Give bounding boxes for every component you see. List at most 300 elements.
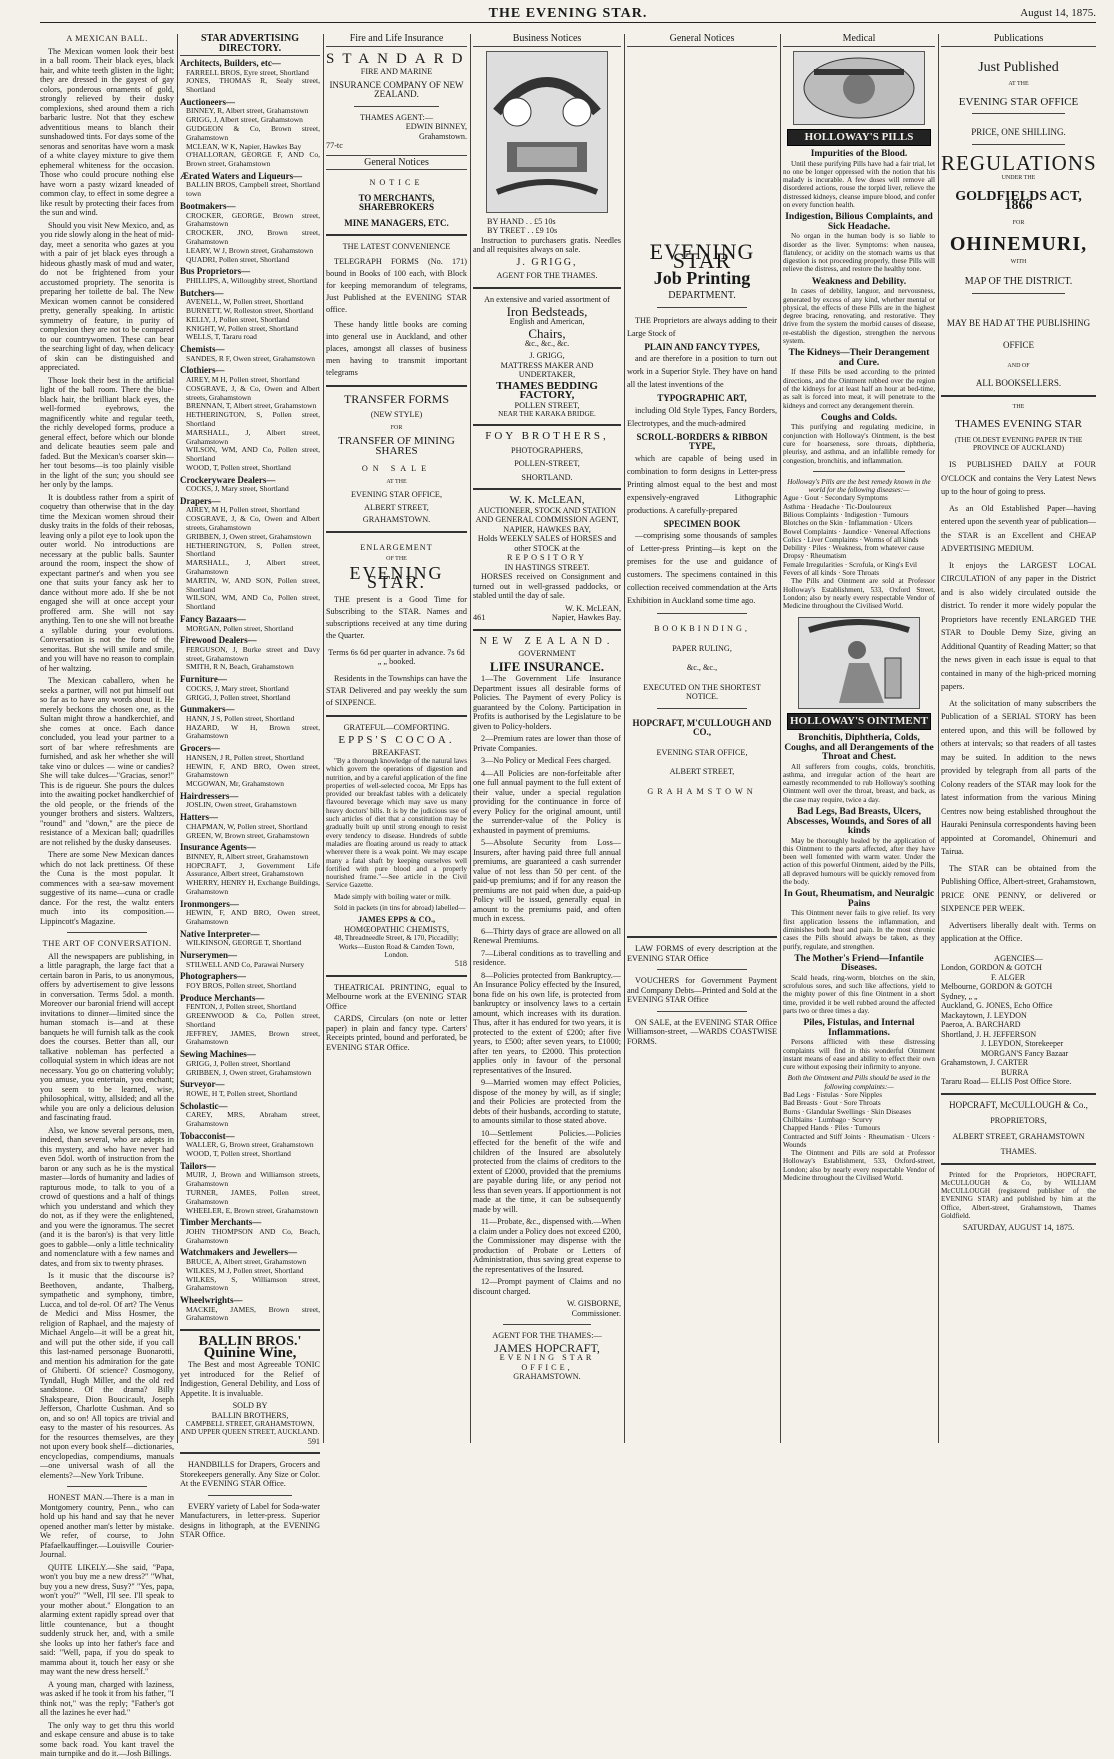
ad-paragraph: THE Proprietors are always adding to their Large Stock of — [627, 315, 777, 338]
agency-line: F. ALGER — [991, 972, 1026, 982]
divider — [627, 936, 777, 938]
divider — [180, 1452, 320, 1454]
ad-line: FIRE AND MARINE — [360, 67, 433, 76]
ad-line: JAMES HOPCRAFT, — [494, 1340, 600, 1355]
ad-paragraph: VOUCHERS for Government Payment and Company Debts—Printed and Sold at the EVENING STAR Office — [627, 976, 777, 1004]
ballin-addr: CAMPBELL STREET, GRAHAMSTOWN, AND UPPER QUEEN STREET, AUCKLAND. — [180, 1420, 320, 1437]
policy-paragraph: 5—Absolute Security from Loss—Insurers, after having paid three full annual premiums, are guaranteed a cash surrender value of not less than 50 per cent. of the paid-up premiums; and if for any reason the premiums are not paid when due, a paid-up Policy will be issued, generally equal in amount to the premiums paid, and often much in excess. — [473, 838, 621, 924]
agency-line: Tararu Road— ELLIS Post Office Store. — [941, 1077, 1072, 1087]
ad-line: Napier, Hawkes Bay. — [551, 613, 621, 623]
agency-line: J. LEYDON, Storekeeper — [981, 1039, 1064, 1049]
directory-category: Crockeryware Dealers— — [180, 474, 276, 485]
column-heading: Medical — [783, 34, 935, 47]
ad-line: HOMŒOPATHIC CHEMISTS, — [344, 924, 449, 934]
directory-entry: WILKES, M J, Pollen street, Shortland — [186, 1265, 304, 1275]
article-paragraph: Is it music that the discourse is? Beethoven, andante, Thalberg, sympathetic and symphony, timbre, Lucca, and tol de-rol. Of art? The Venus de Medici and Miss Hosmer, the religion of Raphael, and the majesty of Michael Angelo—it will be a great hit, and will put the other side, if you call this last-named personage Buonarotti, and mention his admiration for the gate of Ghiberti. Of science? Cosmogony, Tyndall, Hugh Miller, and the old red sandstone. Of the drama? Billy Shakspeare, Dion Boucicault, Joseph Jefferson, Charlotte Cushman. And so on, and so on! All topics are trivial and easy to the master of his resources. As for the resources themselves, are they not upon every book shelf—dictionaries, encyclopedias, compendiums, manuals—one universal wash of all the elements?—New York Tribune. — [40, 1271, 174, 1480]
directory-entry: COSGRAVE, J, & Co, Owen and Albert streets, Grahamstown — [186, 514, 320, 533]
directory-category: Hatters— — [180, 812, 218, 823]
pub-line: AT THE — [1008, 81, 1029, 87]
directory-entry: WALLER, G, Brown street, Grahamstown — [186, 1140, 314, 1150]
ad-line: IN HASTINGS STREET. — [504, 562, 590, 572]
policy-paragraph: 10—Settlement Policies.—Policies effected for the benefit of the wife and children of the Insured are absolutely protected from the claims of creditors to the extent of £2000, provided that the premiums are payable during life, or any period not less than seven years. If apportionment is not made at the time, it can be subsequently made by will. — [473, 1128, 621, 1214]
article-paragraph: Those look their best in the artificial light of the ball room. There the blue-black hair, the brilliant black eyes, the well-formed eyebrows, the magnificently white and regular teeth, the richly developed forms, produce a general effect, before which our blonde and delicate beauties seem pale and faded. But the Mexican's coarser skin—her tout besoms—is too plainly visible in the light of the sun; you should see her only by the lamps. — [40, 375, 174, 489]
directory-entry: BINNEY, R, Albert street, Grahamstown — [186, 851, 309, 861]
ad-paragraph: HORSES received on Consignment and turned out in well-grassed paddocks, or stabled until the day of sale. — [473, 572, 621, 601]
divider — [972, 113, 1065, 114]
directory-entry: TURNER, JAMES, Pollen street, Grahamstown — [186, 1187, 320, 1206]
article-paragraph: Should you visit New Mexico, and, as you ride slowly along in the heat of mid-day, meet a senorita who gazes at you with a pair of jet black eyes through a hideous ghastly mask of mud and water, do not be frightened from your accustomed propriety. The senorita is preparing her toilette de bal. The New Mexican women cannot be considered pretty, generally speaking. In artistic symmetry of feature, in purity of complexion they are not to be compared to our countrywomen. These can bear the searching light of day, when delicacy of skin can be distinguished and appreciated. — [40, 220, 174, 372]
proprietor-line: HOPCRAFT, McCULLOUGH & Co., — [949, 1099, 1088, 1110]
ad-line: PHOTOGRAPHERS, — [511, 445, 583, 455]
directory-category: Fancy Bazaars— — [180, 614, 246, 625]
agency-line: Mackaytown, J. LEYDON — [941, 1010, 1027, 1020]
med-paragraph: Scald heads, ring-worm, blotches on the skin, scrofulous sores, and such like affections, yield to the mighty power of this fine Ointment in a short time, provided it be well rubbed around the affected parts two or three times a day. — [783, 973, 935, 1015]
directory-category: Wheelwrights— — [180, 1295, 243, 1306]
divider — [941, 1093, 1096, 1095]
issue-date: SATURDAY, AUGUST 14, 1875. — [962, 1223, 1075, 1233]
ad-line: THAMES AGENT:— — [359, 112, 434, 122]
ohinemuri-title: OHINEMURI, — [949, 233, 1088, 255]
column-general — [627, 34, 777, 1445]
directory-category: Gunmakers— — [180, 704, 235, 715]
article-paragraph: The Mexican women look their best in a ball room. Their black eyes, black hair, and white teeth glisten in the light; they are dressed in the gayest of gay colors, ponderous ornaments of gold, strongly relieved by their dusky complexions, shed around them a rich barbaric lustre. Not that they eschew adventitious means to blanch their sunshadowed tints. For days some of the senoras and senoritas have worn a mask of a white clayey mixture to give them ephemeral whiteness for the occasion. Those who could procure nothing else have worn a pasty wizard kneaded of common clay, to effect in some degree a like result by protecting their faces from the sun and wind. — [40, 46, 174, 217]
ad-line: DEPARTMENT. — [668, 290, 736, 301]
epps-title: EPPS'S COCOA. — [338, 734, 455, 746]
medallion-icon — [794, 52, 924, 124]
divider — [326, 975, 467, 977]
med-heading: Coughs and Colds. — [820, 412, 898, 423]
directory-entry: JOSLIN, Owen street, Grahamstown — [186, 800, 297, 810]
policy-paragraph: 7—Liberal conditions as to travelling and residence. — [473, 948, 621, 968]
divider — [657, 1011, 747, 1012]
directory-category: Surveyor— — [180, 1079, 225, 1090]
ad-line: AGENT FOR THE THAMES:— — [492, 1331, 602, 1341]
column-rule — [177, 34, 178, 1443]
directory-category: Clothiers— — [180, 365, 225, 376]
ad-line: ALBERT STREET, — [669, 767, 735, 776]
ad-line: PLAIN AND FANCY TYPES, — [644, 341, 760, 352]
agency-line: Melbourne, GORDON & GOTCH — [941, 982, 1053, 992]
agency-line: Paeroa, A. BARCHARD — [941, 1020, 1021, 1030]
agencies-heading: AGENCIES— — [994, 953, 1043, 963]
directory-category: Nurserymen— — [180, 950, 237, 961]
ad-line: TYPOGRAPHIC ART, — [657, 393, 747, 403]
med-heading: Impurities of the Blood. — [810, 149, 908, 159]
divider — [473, 424, 621, 426]
pub-line: WITH — [1010, 258, 1027, 265]
directory-entry: BURNETT, W, Rolleston street, Shortland — [186, 305, 314, 315]
directory-category: Scholastic— — [180, 1100, 228, 1111]
column-rule — [938, 34, 939, 1443]
directory-entry: SMITH, R N, Beach, Grahamstown — [186, 662, 294, 672]
evening-star-title: EVENING STAR. — [349, 562, 444, 592]
spacer — [627, 47, 777, 247]
policy-paragraph: 2—Premium rates are lower than those of Private Companies. — [473, 734, 621, 753]
directory-entry: JONES, THOMAS R, Sealy street, Shortland — [186, 76, 320, 95]
directory-entry: BRENNAN, T, Albert street, Grahamstown — [186, 401, 317, 411]
ad-paragraph: Made simply with boiling water or milk. — [334, 892, 451, 901]
policy-paragraph: 1—The Government Life Insurance Department issues all desirable forms of Policies. The Payment of every Policy is guaranteed by the Colony. Participation in Profits is authorised by the Legislature to be given to Policy-holders. — [473, 674, 621, 731]
policy-paragraph: 6—Thirty days of grace are allowed on all Renewal Premiums. — [473, 926, 621, 946]
directory-entry: PHILLIPS, A, Willoughby street, Shortland — [186, 275, 318, 285]
policy-paragraph: 4—All Policies are non-forfeitable after one full annual payment to the full extent of their value, under a special regulation providing for the continuance in force of every Policy for the original amount, until the surrender-value of the Policy is exhausted in payment of premiums. — [473, 768, 621, 835]
pub-line: GOLDFIELDS ACT, 1866 — [955, 188, 1082, 213]
column-rule — [624, 34, 625, 1443]
ad-line: EVENING STAR OFFICE, — [499, 1353, 595, 1372]
ad-paragraph: THE present is a Good Time for Subscribing to the STAR. Names and subscriptions received at any time during the Quarter. — [326, 594, 467, 640]
ad-line: NEAR THE KARAKA BRIDGE. — [498, 410, 596, 418]
directory-entry: FARRELL BROS, Eyre street, Shortland — [186, 67, 309, 77]
ad-paragraph: —comprising some thousands of samples of Letter-press Printing—is kept on the premises for the use and guidance of customers. The specimens contained in this collection received commendation at the Arts Exhibition in Auckland some time ago. — [627, 531, 777, 605]
med-paragraph: Until these purifying Pills have had a fair trial, let no one be longer oppressed with the notion that his malady is incurable. A few doses will remove all disordered actions, rouse the torpid liver, relieve the distressed kidneys, cleanse impure blood, and confer on every function health. — [783, 159, 935, 209]
med-paragraph: In cases of debility, languor, and nervousness, generated by excess of any kind, whether mental or physical, the effects of these Pills are in the highest degree bracing, renovating, and restorative. They drive from the system the morbid causes of disease, re-establish the digestion, strengthen the nervous system. — [783, 287, 935, 346]
med-heading: The Kidneys—Their Derangement and Cure. — [788, 348, 930, 368]
ad-line: &c., &c., &c. — [524, 338, 570, 348]
directory-entry: WILKINSON, GEORGE T, Shortland — [186, 938, 302, 948]
directory-entry: MCGOWAN, Mr, Grahamstown — [186, 779, 285, 789]
agency-line: MORGAN'S Fancy Bazaar — [981, 1048, 1069, 1058]
med-list-row: Ague · Gout · Secondary Symptoms — [783, 494, 888, 503]
directory-category: Bootmakers— — [180, 201, 236, 212]
ad-line: W. GISBORNE, — [566, 1299, 621, 1309]
job-printing-title: Job Printing — [653, 267, 751, 288]
column-directory — [180, 33, 320, 1540]
ad-number: 77-tc — [326, 141, 343, 150]
article-paragraph: The only way to get thru this world and eskape censure and abuse is to take some back road. You kant travel the main turnpike and do it.—Josh Billings. — [40, 1720, 174, 1758]
holloway-emblem-icon — [793, 51, 925, 125]
ad-footer — [473, 613, 621, 623]
ballin-head: BALLIN BROS.' — [198, 1334, 302, 1350]
divider — [941, 395, 1096, 397]
ad-line: INSURANCE COMPANY OF NEW ZEALAND. — [329, 79, 464, 99]
ad-line: OF THE — [386, 556, 407, 562]
ad-paragraph: ON SALE, at the EVENING STAR Office Williamson-street, —WARDS COASTWISE FORMS. — [627, 1017, 777, 1046]
ballin-body: The Best and most Agreeable TONIC yet introduced for the Relief of Indigestion, General Debility, and Loss of Appetite. It is invaluable. — [180, 1360, 320, 1398]
directory-entry: COCKS, J, Mary street, Shortland — [186, 683, 289, 693]
ad-line: ALBERT STREET, — [364, 502, 429, 512]
sewing-machine-engraving-icon — [486, 51, 608, 213]
ad-line: TO MERCHANTS, SHAREBROKERS — [358, 192, 435, 212]
ad-line: THE LATEST CONVENIENCE — [342, 242, 451, 251]
ad-paragraph: LAW FORMS of every description at the EVENING STAR Office — [627, 944, 777, 963]
med-paragraph: May be thoroughly healed by the application of this Ointment to the parts affected, after they have been well fomented with warm water. Under the action of this powerful Ointment, aided by the Pills, all depraved humours will be quickly removed from the body. — [783, 836, 935, 887]
directory-category: Butchers— — [180, 287, 224, 298]
ad-paragraph: Residents in the Townships can have the STAR Delivered and pay weekly the sum of SIXPENCE. — [326, 673, 467, 707]
ad-line: FOR — [390, 424, 403, 431]
med-list-row: Colics · Liver Complaints · Worms of all kinds — [783, 535, 919, 544]
proprietor-line: PROPRIETORS, — [990, 1116, 1047, 1126]
divider — [473, 629, 621, 631]
directory-entry: MUIR, J, Brown and Williamson streets, Grahamstown — [186, 1170, 320, 1189]
agency-line: BURRA — [1001, 1067, 1029, 1077]
directory-entry: MARSHALL, J, Albert street, Grahamstown — [186, 558, 320, 577]
directory-entry: HAZARD, W H, Brown street, Grahamstown — [186, 722, 320, 741]
agency-line: London, GORDON & GOTCH — [941, 963, 1042, 973]
directory-entry: AIREY, M H, Pollen street, Shortland — [186, 505, 300, 515]
directory-entry: CAREY, MRS, Abraham street, Grahamstown — [186, 1110, 320, 1128]
directory-category: Produce Merchants— — [180, 992, 265, 1003]
ad-line: GRATEFUL—COMFORTING. — [343, 722, 450, 732]
ad-line: (NEW STYLE) — [370, 410, 423, 419]
ad-line: THAMES BEDDING FACTORY, — [496, 379, 598, 401]
ad-line: ON SALE — [361, 464, 432, 473]
med-paragraph: All sufferers from coughs, colds, bronchitis, asthma, and irregular action of the heart are earnestly recommended to rub Holloway's soothing Ointment well over the throat, breast, and back, as the case may require, twice a day. — [783, 762, 935, 804]
ballin-sub: Quinine Wine, — [203, 1344, 297, 1361]
article-paragraph: Also, we know several persons, men, indeed, than several, who are adepts in this mystery, and who have never had even 5dol. worth of instruction from the baron or any such as he is the mystical master—lords of humanity and ladies of rapturous mode, to talk to you of a crowd of questions and a half of things which you understand and which they do not, as if they were the enlightened, and you were the ignoramus. The secret (and it is the baron's) is that very little goes to gabble—only a little technicality and nomenclature with a few names and dates, and from six to twenty phrases. — [40, 1125, 174, 1268]
article-paragraph: The Mexican caballero, when he seeks a partner, will not put himself out so far as to have any words about it. He merely beckons the chosen one, as the Sultan might throw a handkerchief, and she comes at once. Each dance concluded, you lead your partner to a sort of bar where refreshments are furnished, and ask her whether she will take vino or dulces — wine or candies? She will take dulces—"Gracias, senor!" This is de rigueur. She pours the dulces into the awaiting pocket handkerchief of the old people, or the friends of the younger brothers and sisters. Waltzers, "round" and "down," are the piece de resistance of a Mexican ball; quadrilles are not relished by the dusky danseuses. — [40, 676, 174, 847]
med-list-row: Blotches on the Skin · Inflammation · Ulcers — [783, 519, 913, 528]
med-heading: Bronchitis, Diphtheria, Colds, Coughs, and all Derangements of the Throat and Chest. — [784, 733, 934, 763]
directory-entry: MARTIN, W, AND SON, Pollen street, Shortland — [186, 575, 320, 594]
directory-entry: MORGAN, Pollen street, Shortland — [186, 623, 294, 633]
ad-paragraph: including Old Style Types, Fancy Borders, Electrotypes, and the much-admired — [627, 405, 777, 428]
ad-line: NAPIER, HAWKES BAY, — [503, 524, 591, 534]
ad-line: SHORTLAND. — [521, 472, 573, 482]
divider — [473, 488, 621, 490]
ad-line: NEW ZEALAND. — [479, 635, 615, 647]
article-title-conversation: THE ART OF CONVERSATION. — [42, 938, 172, 948]
directory-category: Native Interpreter— — [180, 928, 260, 939]
med-heading: In Gout, Rheumatism, and Neuralgic Pains — [783, 889, 935, 909]
med-heading: Bad Legs, Bad Breasts, Ulcers, Abscesses, Wounds, and Sores of all kinds — [786, 807, 932, 837]
directory-category: Hairdressers— — [180, 790, 239, 801]
article-paragraph: HONEST MAN.—There is a man in Montgomery country, Penn., who can hold up his hand and say that he never opened another man's letter by mistake. We refer, of course, to John Pfafaelkauffinger.—Louisville Courier-Journal. — [40, 1493, 174, 1559]
directory-entry: GRIGG, J, Pollen street, Shortland — [186, 1058, 291, 1068]
directory-entry: HOPCRAFT, J, Government Life Assurance, Albert street, Grahamstown — [186, 860, 320, 879]
seated-figure-icon — [799, 618, 919, 708]
column-heading: Fire and Life Insurance — [326, 34, 467, 47]
ad-line: GRAHAMSTOWN — [647, 786, 757, 796]
ad-line: GRAHAMSTOWN. — [513, 1372, 581, 1382]
directory-entry: WILKES, S, Williamson street, Grahamstown — [186, 1274, 320, 1293]
divider — [503, 1324, 592, 1325]
med-list-row: Contracted and Stiff Joints · Rheumatism · Ulcers · Wounds — [783, 1132, 935, 1149]
ad-line: J. GRIGG, — [529, 351, 565, 360]
sewing-machine-icon — [487, 52, 607, 212]
masthead-date: August 14, 1875. — [1020, 7, 1096, 19]
divider — [473, 287, 621, 289]
ballin-by: BALLIN BROTHERS, — [211, 1410, 289, 1420]
column-rule — [323, 34, 324, 1443]
med-paragraph: The Ointment and Pills are sold at Professor Holloway's Establishment, 533, Oxford-street, London; also by nearly every respectable Vendor of Medicine throughout the Civilised World. — [783, 1149, 935, 1183]
ad-line: AUCTIONEER, STOCK AND STATION AND GENERAL COMMISSION AGENT, — [475, 505, 619, 525]
directory-list — [180, 59, 320, 1323]
article-paragraph: A young man, charged with laziness, was asked if he took it from his father, "I think not," was the reply; "Father's got all the lazines he ever had." — [40, 1679, 174, 1717]
divider — [67, 932, 147, 933]
directory-entry: WILSON, WM, AND Co, Pollen street, Shortland — [186, 593, 320, 612]
ad-number: 461 — [473, 613, 486, 623]
article-paragraph: There are some New Mexican dances which do not lack prettiness. Of these the Cuna is the most popular. It commences with a sea-saw movement suggestive of its name—cuna or cradle dance. For the rest, the waltz enters much into its composition.—Lippincott's Magazine. — [40, 850, 174, 926]
ad-line: AT THE — [386, 478, 407, 485]
med-list-row: Chapped Hands · Piles · Tumours — [783, 1124, 881, 1133]
article-paragraph: It is doubtless rather from a spirit of coquetry than otherwise that in the day time the Mexican women shroud their dusky traits in the folds of their rebosas, leaving only a pilot eye to look upon the outer world. No introductions are necessary at the public balls. Saunter around the room, inspect the show of expectant partner's and when you see one that suits your fancy ask her to dance without more ado. If she be not engaged she will at once accept your proffered arm. She will not say anything. Ten to one she will not breathe a syllable during your evolutions. Conversation is not the forte of the senoritas. But she will smile and smile, and you will have no reason to complain of her waltzing. — [40, 492, 174, 673]
directory-entry: KNIGHT, W, Pollen street, Shortland — [186, 323, 299, 333]
ad-line: AGENT FOR THE THAMES. — [496, 271, 598, 280]
med-list-title: Holloway's Pills are the best remedy known in the world for the following diseases:— — [787, 477, 931, 495]
directory-heading: STAR ADVERTISING DIRECTORY. — [180, 34, 320, 56]
pub-paragraph: The STAR can be obtained from the Publishing Office, Albert-street, Grahamstown, PRICE ONE PENNY, or delivered or SIXPENCE PER WEEK. — [941, 863, 1096, 914]
notice-title: NOTICE — [369, 178, 424, 187]
proprietor-line: THAMES. — [1000, 1147, 1037, 1157]
divider — [972, 144, 1065, 145]
directory-entry: GREEN, W, Brown street, Grahamstown — [186, 830, 310, 840]
pub-paragraph: IS PUBLISHED DAILY at FOUR O'CLOCK and contains the Very Latest News up to the hour of going to press. — [941, 460, 1096, 497]
hygeia-figure-icon — [798, 617, 920, 709]
med-paragraph: This purifying and regulating medicine, in conjunction with Holloway's Ointment, is the best cure for hoarseness, sore throats, diphtheria, pleurisy, and asthma, and an infallible remedy for congestion, bronchitis, and inflammation. — [783, 423, 935, 465]
agency-line: Auckland, G. JONES, Echo Office — [941, 1001, 1053, 1011]
directory-category: Bus Proprietors— — [180, 266, 251, 277]
ad-line: 48, Threadneedle Street, & 170, Piccadilly; Works—Euston Road & Camden Town, London. — [334, 934, 459, 959]
ad-line: BREAKFAST. — [372, 747, 421, 757]
divider — [354, 106, 439, 107]
divider — [941, 1163, 1096, 1165]
ad-line: W. K. McLEAN, — [509, 494, 585, 507]
ad-line: GOVERNMENT — [518, 649, 576, 659]
column-publications — [941, 34, 1096, 1445]
directory-category: Watchmakers and Jewellers— — [180, 1247, 297, 1258]
ad-line: EXECUTED ON THE SHORTEST NOTICE. — [643, 682, 761, 701]
divider — [326, 385, 467, 387]
med-list-title: Both the Ointment and Pills should be used in the following complaints:— — [787, 1074, 931, 1091]
directory-entry: HANN, J S, Pollen street, Shortland — [186, 713, 295, 723]
med-paragraph: Persons afflicted with these distressing complaints will find in this wonderful Ointment instant means of ease and ability to effect their own cure without exposing their infirmity to anyone. — [783, 1038, 935, 1072]
ad-line: EVENING STAR OFFICE, — [656, 747, 748, 757]
pub-line: MAP OF THE DISTRICT. — [964, 276, 1073, 287]
ad-paragraph: "By a thorough knowledge of the natural laws which govern the operations of digestion and nutrition, and by a careful application of the fine properties of well-selected cocoa, Mr Epps has provided our breakfast tables with a delicately flavoured beverage which may save us many heavy doctors' bills. It is by the judicious use of such articles of diet that a constitution may be gradually built up until strong enough to resist every tendency to disease. Hundreds of subtle maladies are floating around us ready to attack wherever there is a weak point. We may escape many a fatal shaft by keeping ourselves well fortified with pure blood and a properly nourished frame."—See article in the Civil Service Gazette. — [326, 757, 467, 890]
divider — [326, 531, 467, 533]
ad-line: BOOKBINDING, — [654, 624, 750, 633]
ad-line: &c., &c., — [686, 663, 718, 672]
directory-category: Grocers— — [180, 743, 220, 754]
directory-category: Tailors— — [180, 1160, 216, 1171]
pub-line: THE — [1012, 403, 1025, 410]
regulations-title: REGULATIONS — [941, 150, 1097, 175]
ad-number: 591 — [307, 1436, 320, 1446]
article-paragraph: All the newspapers are publishing, in a little paragraph, the large fact that a certain baron in Paris, to us anonymous, offers by advertisement to give lessons in conversation. Terms 5dol. a month. Moreover our baronial friend will accept invitations to dinner—limited since the human stomach is—and at these banquets he will furnish talk as the cook does the courses. Better than all, our talkative nobleman has perfected a colloquial system in which ideas are not necessary. You go on chattering volubly; you amuse, you entertain, you enchant; you seem to be learned, wise, philosophical, witty, allsided; and all the while you are only a delicious delusion and fascinating fraud. — [40, 951, 174, 1122]
price-line: BY HAND . . £5 10s — [487, 216, 556, 226]
column-business — [473, 34, 621, 1445]
directory-category: Ærated Waters and Liqueurs— — [180, 170, 303, 181]
med-paragraph: The Pills and Ointment are sold at Professor Holloway's Establishment, 533, Oxford Street, London; also by nearly every respectable Vendor of Medicine throughout the Civilised World. — [783, 577, 935, 611]
ad-paragraph: CARDS, Circulars (on note or letter paper) in plain and fancy type. Carters' Receipts printed, bound and perforated, be EVENING STAR Office. — [326, 1014, 467, 1052]
directory-category: Tobacconist— — [180, 1130, 235, 1141]
ad-line: Terms 6s 6d per quarter in advance. 7s 6d „ „ booked. — [328, 647, 465, 666]
pub-line: UNDER THE — [1001, 175, 1036, 181]
med-list-row: Bad Legs · Fistulas · Sore Nipples — [783, 1091, 883, 1100]
ad-line: TRANSFER OF MINING SHARES — [338, 435, 455, 457]
divider — [208, 1495, 292, 1496]
directory-entry: COSGRAVE, J, & Co, Owen and Albert streets, Grahamstown — [186, 383, 320, 402]
directory-entry: GRIGG, J, Pollen street, Shortland — [186, 692, 291, 702]
ad-line: EVENING STAR OFFICE, — [350, 490, 442, 499]
med-heading: Weakness and Debility. — [811, 276, 907, 287]
ad-line: FOY BROTHERS, — [485, 430, 609, 443]
directory-entry: WOOD, T, Pollen street, Shortland — [186, 1149, 291, 1159]
divider — [657, 969, 747, 970]
ad-line: HOPCRAFT, M'CULLOUGH AND CO., — [632, 717, 772, 737]
directory-category: Sewing Machines— — [180, 1049, 256, 1060]
directory-entry: JEFFREY, JAMES, Brown street, Grahamstown — [186, 1028, 320, 1047]
directory-category: Furniture— — [180, 674, 227, 685]
just-published-title: Just Published — [978, 59, 1059, 75]
directory-entry: MARSHALL, J, Albert street, Grahamstown — [186, 427, 320, 446]
article-title-mexican-ball: A MEXICAN BALL. — [66, 33, 148, 43]
directory-entry: JOHN THOMPSON AND Co, Beach, Grahamstown — [186, 1226, 320, 1245]
ad-line: SPECIMEN BOOK — [663, 518, 741, 529]
ad-line: English and American, — [509, 316, 585, 326]
ad-line: EDWIN BINNEY, — [405, 122, 467, 131]
proprietor-line: ALBERT STREET, GRAHAMSTOWN — [952, 1131, 1085, 1141]
med-paragraph: This Ointment never fails to give relief. Its very first application lessens the inflammation, and diminishes both heat and pain. In the most chronic cases the Pills should always be taken, as they purify, regulate, and strengthen. — [783, 909, 935, 951]
directory-entry: GRIGG, J, Albert street, Grahamstown — [186, 115, 303, 125]
directory-category: Architects, Builders, etc— — [180, 58, 281, 68]
directory-entry: WHERRY, HENRY H, Exchange Buildings, Grahamstown — [186, 878, 320, 896]
directory-entry: HETHERINGTON, S, Pollen street, Shortland — [186, 540, 320, 559]
directory-entry: COCKS, J, Mary street, Shortland — [186, 484, 289, 494]
article-paragraph: QUITE LIKELY.—She said, "Papa, won't you buy me a new dress?" "What, buy you a new dress, Susy?" "Yes, papa, won't you?" "Well, I'll see. I'll speak to your mother about." Elongation to an alarming extent rapidly spread over that little countenance, but a thought suddenly struck her, and, with a smile she looks up into her father's face and said: "Well, papa, if you do speak to mamma about it, touch her easy or she may want the new dress herself." — [40, 1562, 174, 1676]
ad-number: 518 — [454, 959, 467, 969]
divider — [326, 715, 467, 717]
med-list-row: Female Irregularities · Scrofula, or King's Evil — [783, 560, 918, 569]
ad-paragraph: which are capable of being used in combination to form designs in Letter-press Printing almost equal to the best and most expensively-engraved Lithographic productions. A carefully-prepared — [627, 453, 777, 515]
ad-line: POLLEN STREET, — [514, 400, 580, 410]
med-list-row: Fevers of all kinds · Sore Throats — [783, 569, 880, 578]
transfer-title: TRANSFER FORMS — [343, 391, 450, 406]
directory-entry: HETHERINGTON, S, Pollen street, Shortland — [186, 410, 320, 428]
evening-star-title: EVENING STAR — [649, 238, 755, 273]
imprint: Printed for the Proprietors, HOPCRAFT, McCULLOUGH & Co, by WILLIAM McCULLOUGH (registered publisher of the EVENING STAR) and published by him at the Office, Albert-street, Grahamstown, Thames Goldfield. — [941, 1170, 1096, 1221]
directory-category: Drapers— — [180, 495, 221, 506]
holloways-ointment-banner: HOLLOWAY'S OINTMENT — [787, 713, 931, 731]
med-list-row: Asthma · Headache · Tic-Douloureux — [783, 502, 892, 511]
column-rule — [780, 34, 781, 1443]
directory-entry: AIREY, M H, Pollen street, Shortland — [186, 374, 300, 384]
column-medical — [783, 34, 935, 1445]
divider — [657, 613, 747, 614]
directory-entry: MCLEAN, W K, Napier, Hawkes Bay — [186, 141, 302, 151]
directory-entry: STILWELL AND Co, Parawai Nursery — [186, 959, 305, 969]
directory-entry: FERGUSON, J, Burke street and Davy street, Grahamstown — [186, 644, 320, 663]
med-list-row: Bilious Complaints · Indigestion · Tumours — [783, 511, 909, 519]
med-paragraph: If these Pills be used according to the printed directions, and the Ointment rubbed over the region of the kidneys for at least half an hour at bed-time, as salt is forced into meat, it will penetrate to the kidneys and correct any derangement therein. — [783, 368, 935, 410]
divider — [326, 234, 467, 236]
pub-paragraph: As an Old Established Paper—having entered upon the seventh year of publication—the STAR is an Excellent and CHEAP ADVERTISING MEDIUM. — [941, 503, 1096, 554]
ad-paragraph: These handy little books are coming into general use in Auckland, and other places, amongst all classes of business men having to transmit important telegrams — [326, 319, 467, 377]
directory-category: Insurance Agents— — [180, 842, 256, 853]
directory-category: Firewood Dealers— — [180, 635, 257, 646]
directory-entry: BINNEY, R, Albert street, Grahamstown — [186, 106, 309, 116]
ad-line: Iron Bedsteads, — [506, 304, 588, 319]
agency-line: Grahamstown, J. CARTER — [941, 1058, 1029, 1068]
directory-category: Ironmongers— — [180, 898, 239, 909]
policy-paragraph: 8—Policies protected from Bankruptcy.—An Insurance Policy effected by the Insured, bona fide on his own life, is protected from bankruptcy or insolvency laws to a certain amount, which increases with its duration. Thus, after it has endured for two years, it is protected to the extent of £200; after five years, to £500; after seven years, to £1000; after ten years, to £2000. This protection applies only in favour of the personal representatives of the Insured. — [473, 970, 621, 1075]
med-list-row: Debility · Piles · Weakness, from whatever cause — [783, 544, 925, 553]
policy-paragraph: 11—Probate, &c., dispensed with.—When a claim under a Policy does not exceed £200, the Commissioner may dispense with the production of Probate or Letters of Administration, thus saving great expense to the representatives of the Insured. — [473, 1217, 622, 1274]
column-insurance — [326, 33, 471, 1445]
directory-entry: FENTON, J, Pollen street, Shortland — [186, 1002, 297, 1012]
directory-entry: WILSON, WM, AND Co, Pollen street, Shortland — [186, 445, 320, 464]
life-insurance-title: LIFE INSURANCE. — [489, 658, 605, 674]
ad-line: MATTRESS MAKER AND UNDERTAKER, — [500, 360, 594, 379]
directory-entry: KELLY, J, Pollen street, Shortland — [186, 314, 290, 324]
column-rule — [470, 34, 471, 1443]
ad-line: Commissioner. — [571, 1308, 621, 1318]
directory-entry: HANSEN, J R, Pollen street, Shortland — [186, 752, 304, 762]
directory-entry: MACKIE, JAMES, Brown street, Grahamstown — [186, 1304, 320, 1323]
ad-line: An extensive and varied assortment of — [484, 294, 610, 304]
ad-paragraph: THEATRICAL PRINTING, equal to Melbourne work at the EVENING STAR Office — [326, 982, 467, 1011]
directory-entry: WHEELER, E, Brown street, Grahamstown — [186, 1205, 319, 1215]
